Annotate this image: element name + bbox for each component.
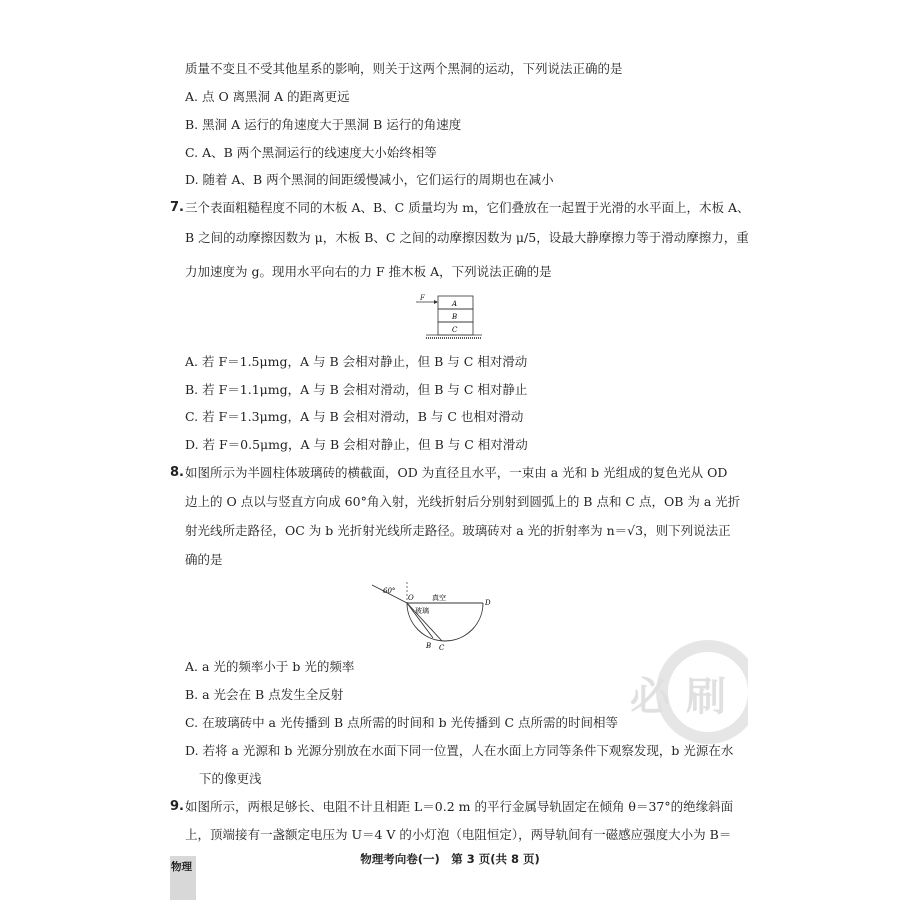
q8-stem-4: 确的是 [185,552,223,567]
q7-stem-1: 三个表面粗糙程度不同的木板 A、B、C 质量均为 m，它们叠放在一起置于光滑的水平面上，木板 A、 [185,200,750,215]
q9-stem-1: 如图所示，两根足够长、电阻不计且相距 L＝0.2 m 的平行金属导轨固定在倾角 θ＝37°的绝缘斜面 [185,799,734,814]
q8-stem-3: 射光线所走路径，OC 为 b 光折射光线所走路径。玻璃砖对 a 光的折射率为 n＝√3，则下列说法正 [185,523,731,538]
q8-stem-1: 如图所示为半圆柱体玻璃砖的横截面，OD 为直径且水平，一束由 a 光和 b 光组成的复色光从 OD [185,465,728,480]
q8-stem-2: 边上的 O 点以与竖直方向成 60°角入射，光线折射后分别射到圆弧上的 B 点和 C 点，OB 为 a 光折 [185,494,741,509]
block-a-label: A [452,300,458,308]
q8-semicircle-figure [370,580,510,650]
point-c-label: C [439,644,445,650]
q8-option-c: C. 在玻璃砖中 a 光传播到 B 点所需的时间和 b 光传播到 C 点所需的时间相等 [185,715,619,730]
point-d-label: D [485,599,491,607]
glass-label: 玻璃 [415,607,429,615]
point-o-label: O [408,594,414,602]
q8-option-d: D. 若将 a 光源和 b 光源分别放在水面下同一位置，人在水面上方同等条件下观察发现，b 光源在水 [185,743,734,758]
q9-stem-2: 上，顶端接有一盏额定电压为 U＝4 V 的小灯泡（电阻恒定），两导轨间有一磁感应强度大小为 B＝ [185,827,732,842]
svg-text:刷: 刷 [686,674,726,720]
vacuum-label: 真空 [432,594,446,602]
svg-text:必: 必 [630,674,670,720]
q6-option-d: D. 随着 A、B 两个黑洞的间距缓慢减小，它们运行的周期也在减小 [185,172,554,187]
q7-option-a: A. 若 F＝1.5μmg，A 与 B 会相对静止，但 B 与 C 相对滑动 [185,354,528,369]
q8-number: 8. [170,465,184,480]
watermark-logo [628,640,748,750]
q7-option-c: C. 若 F＝1.3μmg，A 与 B 会相对滑动，B 与 C 也相对滑动 [185,409,524,424]
q7-stem-2: B 之间的动摩擦因数为 μ，木板 B、C 之间的动摩擦因数为 μ/5，设最大静摩擦力等于滑动摩擦力，重 [185,230,749,245]
q8-option-b: B. a 光会在 B 点发生全反射 [185,687,344,702]
point-b-label: B [426,642,432,650]
q7-option-b: B. 若 F＝1.1μmg，A 与 B 会相对滑动，但 B 与 C 相对静止 [185,382,528,397]
q8-option-d-cont: 下的像更浅 [199,771,262,786]
q6-option-c: C. A、B 两个黑洞运行的线速度大小始终相等 [185,145,437,160]
q6-stem-tail: 质量不变且不受其他星系的影响，则关于这两个黑洞的运动，下列说法正确的是 [185,61,623,76]
q7-stem-3: 力加速度为 g。现用水平向右的力 F 推木板 A，下列说法正确的是 [185,264,552,279]
q9-number: 9. [170,799,184,814]
block-c-label: C [452,326,458,334]
subject-side-tab [170,856,196,900]
angle-label: 60° [383,587,396,595]
side-tab-label: 物理 [171,861,192,873]
q7-number: 7. [170,200,184,215]
q6-option-b: B. 黑洞 A 运行的角速度大于黑洞 B 运行的角速度 [185,117,462,132]
q6-option-a: A. 点 O 离黑洞 A 的距离更远 [185,89,350,104]
page-footer: 物理考向卷(一) 第 3 页(共 8 页) [360,852,540,866]
q8-option-a: A. a 光的频率小于 b 光的频率 [185,659,355,674]
q7-blocks-figure [400,294,510,344]
force-label: F [420,294,425,302]
block-b-label: B [452,313,458,321]
q7-option-d: D. 若 F＝0.5μmg，A 与 B 会相对静止，但 B 与 C 相对滑动 [185,437,528,452]
